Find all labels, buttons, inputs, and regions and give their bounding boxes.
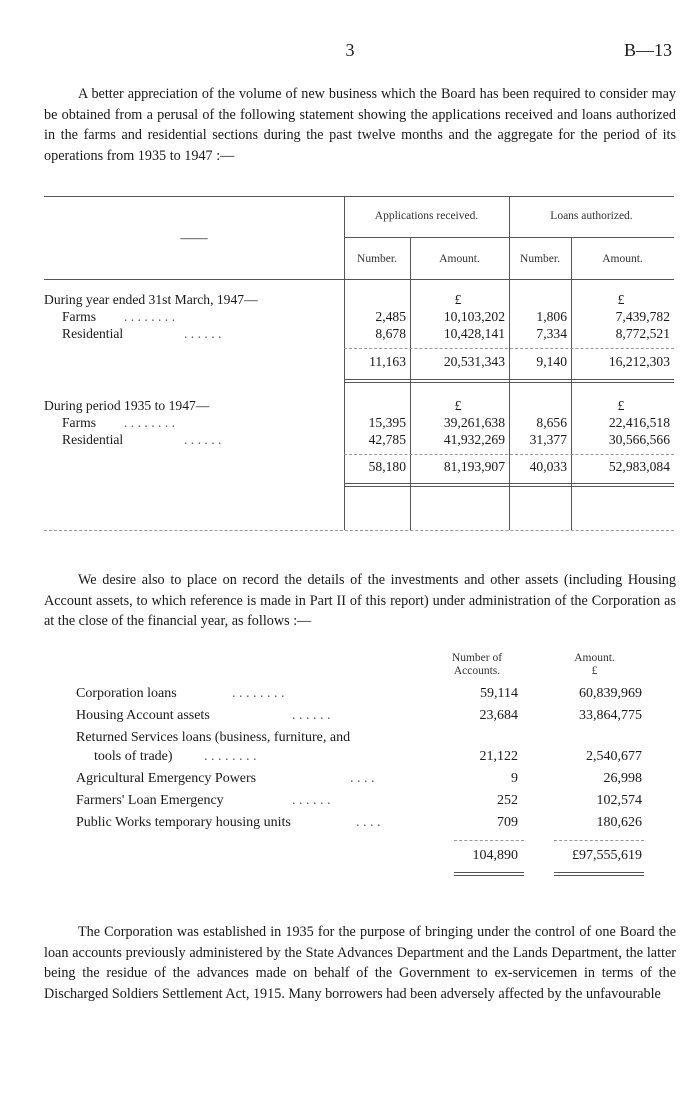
asset-row6-leader: . . . . [356, 815, 381, 830]
amount-total-rule-a [554, 872, 644, 873]
section1-row2-loans-amount: 8,772,521 [615, 326, 670, 341]
accounts-subtotal-rule [454, 840, 524, 841]
asset-row3-accounts: 21,122 [479, 749, 518, 764]
section1-total-apps-number: 11,163 [369, 354, 406, 369]
section1-row2-leader: . . . . . . [184, 326, 222, 341]
section2-row2-label: Residential [62, 432, 124, 447]
section1-total-rule-a [344, 379, 674, 380]
section1-total-loans-amount: 16,212,303 [608, 354, 670, 369]
apps-number-header: Number. [357, 253, 397, 265]
section2-row2-leader: . . . . . . [184, 432, 222, 447]
asset-row6-accounts: 709 [497, 815, 518, 830]
apps-amount-header: Amount. [439, 253, 480, 265]
accounts-total-rule-a [454, 872, 524, 873]
accounts-total-rule-b [454, 875, 524, 876]
section1-row2-apps-number: 8,678 [375, 326, 406, 341]
document-reference: B—13 [623, 40, 672, 60]
section2-row1-loans-number: 8,656 [536, 415, 567, 430]
asset-row4-amount: 26,998 [603, 771, 642, 786]
section1-row2-label: Residential [62, 326, 124, 341]
corporation-paragraph [44, 922, 676, 1004]
amount-subtotal-rule [554, 840, 644, 841]
asset-row5-label: Farmers' Loan Emergency [76, 793, 224, 808]
asset-row1-amount: 60,839,969 [579, 686, 642, 701]
table1-group-rule [344, 237, 674, 238]
asset-row6-label: Public Works temporary housing units [76, 815, 291, 830]
amount-header-line2: £ [591, 665, 598, 677]
loans-authorized-header: Loans authorized. [550, 210, 633, 222]
table1-dash: —— [180, 230, 208, 245]
section2-apps-pound: £ [454, 398, 462, 413]
section1-row1-apps-amount: 10,103,202 [443, 309, 505, 324]
asset-row5-leader: . . . . . . [292, 793, 331, 808]
assets-text: We desire also to place on record the details of the investments and other assets (including Housing Account assets, to which reference is made in Part II of this report) under administration of the Corporation as at the close of the financial year, as follows :— [44, 572, 676, 629]
section1-total-loans-number: 9,140 [536, 354, 567, 369]
apps-received-header: Applications received. [374, 210, 479, 222]
section1-subtotal-rule [344, 348, 674, 349]
section1-row1-loans-amount: 7,439,782 [615, 309, 670, 324]
section1-total-apps-amount: 20,531,343 [443, 354, 505, 369]
assets-total-accounts: 104,890 [472, 848, 518, 863]
section2-row2-loans-number: 31,377 [529, 432, 567, 447]
section2-total-loans-amount: 52,983,084 [608, 459, 670, 474]
accounts-header-line1: Number of [451, 652, 503, 664]
section2-row1-leader: . . . . . . . . [124, 415, 175, 430]
intro-paragraph [44, 84, 676, 166]
table1-top-rule [44, 196, 674, 197]
section2-row2-apps-number: 42,785 [368, 432, 406, 447]
asset-row4-label: Agricultural Emergency Powers [76, 771, 257, 786]
section2-row2-loans-amount: 30,566,566 [608, 432, 670, 447]
section2-total-apps-amount: 81,193,907 [443, 459, 505, 474]
section2-row1-apps-number: 15,395 [368, 415, 406, 430]
section1-row2-loans-number: 7,334 [536, 326, 567, 341]
asset-row2-leader: . . . . . . [292, 708, 331, 723]
section2-title: During period 1935 to 1947— [44, 398, 210, 413]
asset-row3-label-cont: tools of trade) [94, 749, 173, 764]
asset-row4-leader: . . . . [350, 771, 375, 786]
asset-row2-accounts: 23,684 [479, 708, 518, 723]
section1-loans-pound: £ [617, 292, 625, 307]
page-number: 3 [345, 40, 355, 60]
section1-row1-leader: . . . . . . . . [124, 309, 175, 324]
section2-subtotal-rule [344, 454, 674, 455]
asset-row3-amount: 2,540,677 [586, 749, 642, 764]
asset-row6-amount: 180,626 [596, 815, 642, 830]
section1-row1-loans-number: 1,806 [536, 309, 567, 324]
section2-total-loans-number: 40,033 [529, 459, 567, 474]
asset-row4-accounts: 9 [511, 771, 518, 786]
accounts-header-line2: Accounts. [453, 665, 501, 677]
asset-row1-leader: . . . . . . . . [232, 686, 285, 701]
applications-loans-table [44, 196, 674, 536]
asset-row1-accounts: 59,114 [480, 686, 518, 701]
asset-row5-accounts: 252 [497, 793, 518, 808]
section2-row2-apps-amount: 41,932,269 [443, 432, 505, 447]
assets-paragraph [44, 570, 676, 632]
section2-row1-loans-amount: 22,416,518 [608, 415, 670, 430]
section2-total-rule-b [344, 486, 674, 487]
section1-title: During year ended 31st March, 1947— [44, 292, 258, 307]
assets-table [44, 650, 674, 880]
section2-row1-label: Farms [62, 415, 96, 430]
section1-row1-apps-number: 2,485 [375, 309, 406, 324]
assets-total-amount: £97,555,619 [572, 848, 642, 863]
section1-apps-pound: £ [454, 292, 462, 307]
section2-total-rule-a [344, 483, 674, 484]
asset-row3-label: Returned Services loans (business, furniture, and [76, 730, 351, 745]
loans-amount-header: Amount. [602, 253, 643, 265]
corporation-text: The Corporation was established in 1935 for the purpose of bringing under the control of one Board the loan accounts previously administered by the State Advances Department and the Lands Department, the latter being the residue of the advances made on behalf of the Government to ex-servicemen in terms of the Discharged Soldiers Settlement Act, 1915. Many borrowers had been adversely affected by the unfavourable [44, 924, 676, 1002]
section1-total-rule-b [344, 382, 674, 383]
table1-bottom-rule [44, 530, 674, 531]
amount-header-line1: Amount. [574, 652, 615, 664]
amount-total-rule-b [554, 875, 644, 876]
asset-row5-amount: 102,574 [596, 793, 642, 808]
asset-row2-amount: 33,864,775 [579, 708, 642, 723]
section1-row1-label: Farms [62, 309, 96, 324]
loans-number-header: Number. [520, 253, 560, 265]
section1-row2-apps-amount: 10,428,141 [443, 326, 505, 341]
intro-text: A better appreciation of the volume of new business which the Board has been required to consider may be obtained from a perusal of the following statement showing the applications received and loans authorized in the farms and residential sections during the past twelve months and the aggregate for the period of its operations from 1935 to 1947 :— [44, 86, 676, 164]
section2-loans-pound: £ [617, 398, 625, 413]
table1-header-rule [44, 279, 674, 280]
asset-row2-label: Housing Account assets [76, 708, 210, 723]
asset-row1-label: Corporation loans [76, 686, 177, 701]
section2-row1-apps-amount: 39,261,638 [443, 415, 505, 430]
asset-row3-leader: . . . . . . . . [204, 749, 257, 764]
section2-total-apps-number: 58,180 [368, 459, 406, 474]
